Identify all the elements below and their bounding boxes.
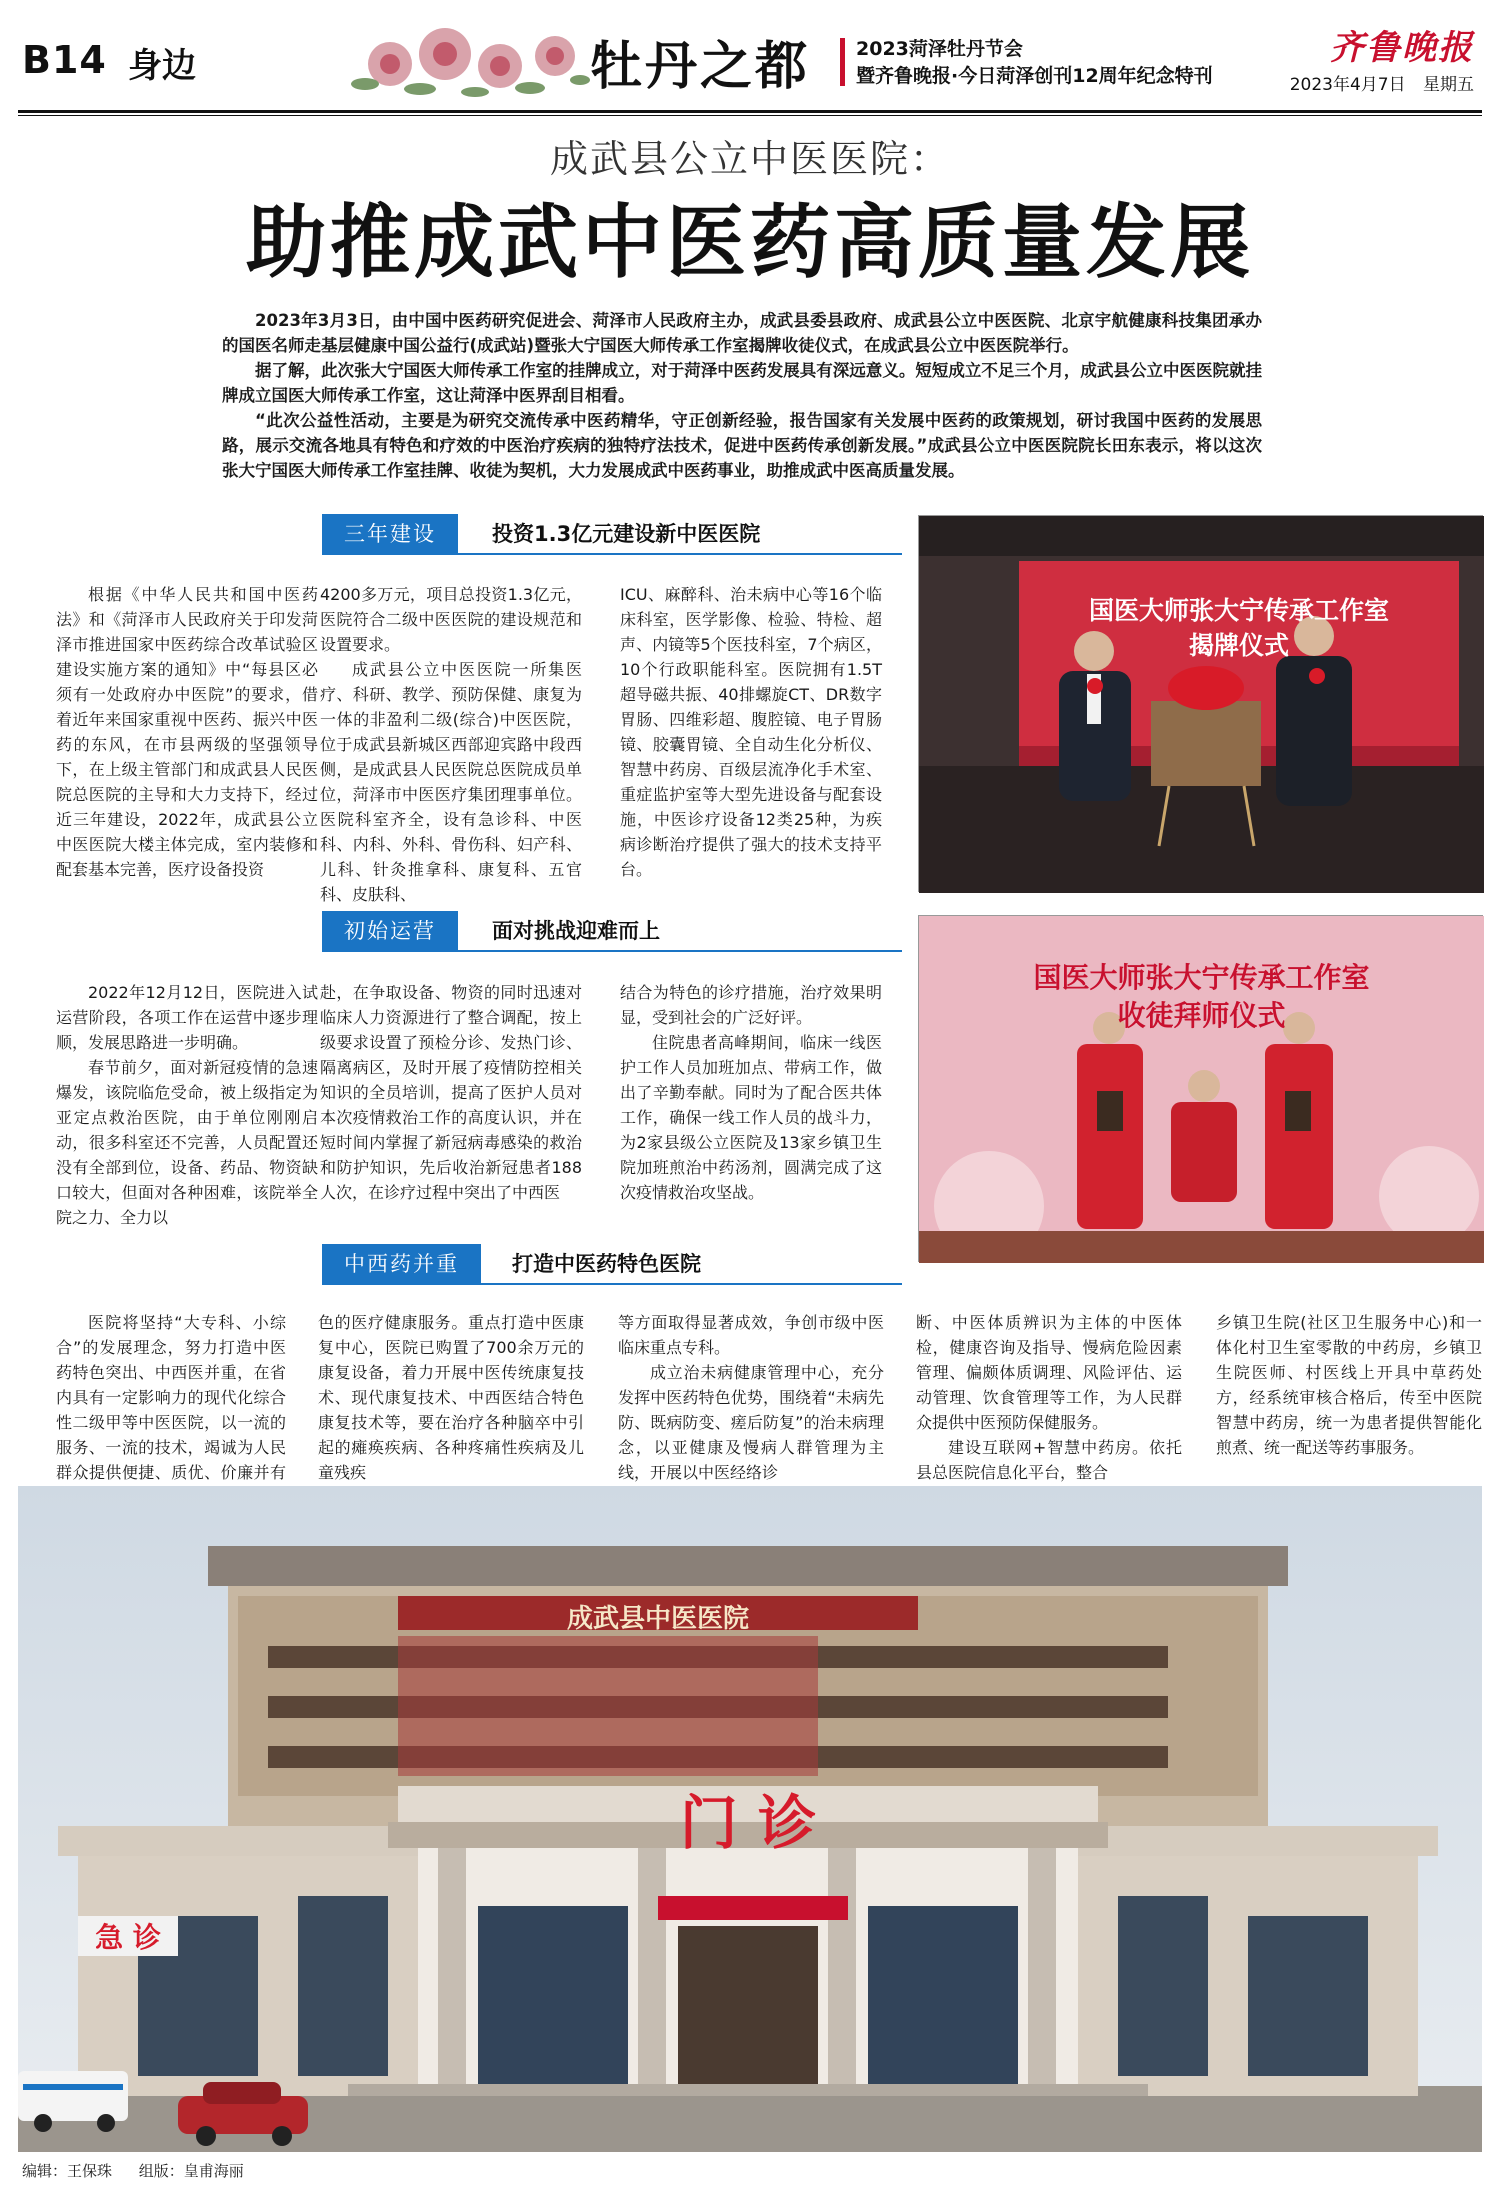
event-title bbox=[856, 36, 1213, 90]
section-tag: 初始运营 bbox=[322, 911, 458, 951]
paragraph: 色的医疗健康服务。重点打造中医康复中心，医院已购置了700余万元的康复设备，着力开展中医传统康复技术、现代康复技术、中西医结合特色康复技术等，要在治疗各种脑卒中引起的瘫痪疾病、各种疼痛性疾病及儿童残疾 bbox=[318, 1313, 584, 1482]
article-kicker: 成武县公立中医医院： bbox=[549, 137, 950, 181]
column bbox=[620, 980, 882, 1230]
paragraph: 赴，在争取设备、物资的同时迅速对临床人力资源进行了整合调配，按上级要求设置了预检分诊、发热门诊、隔离病区，及时开展了疫情防控相关知识的全员培训，提高了医护人员对本次疫情救治工作的高度认识，并在短时间内掌握了新冠病毒感染的救治和防护知识，先后收治新冠患者188人次，在诊疗过程中突出了中西医 bbox=[320, 983, 582, 1202]
column bbox=[318, 1310, 584, 1482]
section-head-operation bbox=[322, 911, 902, 951]
page-number: B14 bbox=[22, 38, 107, 82]
masthead-divider bbox=[840, 38, 845, 86]
paragraph: 成武县公立中医医院一所集医疗、科研、教学、预防保健、康复为一体的非盈利二级(综合)中医医院，位于成武县新城区西部迎宾路中段西侧，是成武县人民医院总医院成员单位，菏泽市中医医疗集团理事单位。医院科室齐全，设有急诊科、中医科、内科、外科、骨伤科、妇产科、儿科、针灸推拿科、康复科、五官科、皮肤科、 bbox=[320, 660, 582, 904]
unveiling-ceremony-photo bbox=[918, 515, 1483, 892]
intro-paragraph: 据了解，此次张大宁国医大师传承工作室的挂牌成立，对于菏泽中医药发展具有深远意义。短短成立不足三个月，成武县公立中医医院就挂牌成立国医大师传承工作室，这让菏泽中医界刮目相看。 bbox=[222, 361, 1262, 405]
section-name: 身边 bbox=[128, 46, 196, 86]
column bbox=[618, 1310, 884, 1482]
column bbox=[620, 582, 882, 892]
event-line-1: 2023菏泽牡丹节会 bbox=[856, 38, 1023, 60]
paragraph: 医院将坚持“大专科、小综合”的发展理念，努力打造中医药特色突出、中西医并重，在省内具有一定影响力的现代化综合性二级甲等中医医院，以一流的服务、一流的技术，竭诚为人民群众提供便捷、质优、价廉并有 bbox=[56, 1313, 286, 1482]
credits bbox=[22, 2160, 266, 2181]
peony-title: 牡丹之都 bbox=[590, 36, 811, 97]
intro-paragraph: 2023年3月3日，由中国中医药研究促进会、菏泽市人民政府主办，成武县委县政府、成武县公立中医医院、北京宇航健康科技集团承办的国医名师走基层健康中国公益行(成武站)暨张大宁国医大师传承工作室揭牌收徒仪式，在成武县公立中医医院举行。 bbox=[222, 311, 1262, 355]
hospital-sign: 成武县中医医院 bbox=[566, 1604, 749, 1634]
paragraph: 等方面取得显著成效，争创市级中医临床重点专科。 bbox=[618, 1313, 884, 1357]
outpatient-sign: 门 诊 bbox=[679, 1789, 817, 1857]
column bbox=[916, 1310, 1182, 1482]
paragraph: ICU、麻醉科、治未病中心等16个临床科室，医学影像、检验、特检、超声、内镜等5个医技科室，7个病区，10个行政职能科室。医院拥有1.5T超导磁共振、40排螺旋CT、DR数字胃肠、四维彩超、腹腔镜、电子胃肠镜、胶囊胃镜、全自动生化分析仪、智慧中药房、百级层流净化手术室、重症监护室等大型先进设备与配套设施，中医诊疗设备12类25种，为疾病诊断治疗提供了强大的技术支持平台。 bbox=[620, 585, 882, 879]
photo-illustration bbox=[919, 516, 1484, 893]
column bbox=[56, 980, 318, 1230]
section-head-integration bbox=[322, 1244, 902, 1284]
editor-credit: 编辑：王保珠 bbox=[22, 2162, 113, 2180]
column bbox=[320, 980, 582, 1230]
article-intro bbox=[222, 308, 1262, 483]
paragraph: 住院患者高峰期间，临床一线医护工作人员加班加点、带病工作，做出了辛勤奉献。同时为了配合医共体工作，确保一线工作人员的战斗力，为2家县级公立医院及13家乡镇卫生院加班煎治中药汤剂，圆满完成了这次疫情救治攻坚战。 bbox=[620, 1033, 882, 1202]
column bbox=[320, 582, 582, 904]
paragraph: 2022年12月12日，医院进入试运营阶段，各项工作在运营中逐步理顺，发展思路进一步明确。 bbox=[56, 983, 318, 1052]
masthead bbox=[0, 0, 1500, 118]
section-tag: 中西药并重 bbox=[322, 1244, 481, 1284]
masthead-rule bbox=[18, 110, 1482, 113]
hospital-building-photo bbox=[18, 1486, 1482, 2152]
issue-date bbox=[1290, 70, 1474, 95]
section-title: 打造中医药特色医院 bbox=[512, 1252, 701, 1276]
section-rule bbox=[322, 553, 902, 555]
emergency-sign: 急 诊 bbox=[95, 1921, 161, 1954]
column bbox=[56, 1310, 286, 1482]
peony-illustration bbox=[350, 14, 590, 106]
photo-banner-text: 国医大师张大宁传承工作室 bbox=[1033, 961, 1370, 994]
masthead-rule-thin bbox=[18, 115, 1482, 116]
column bbox=[56, 582, 318, 892]
section-head-construction bbox=[322, 514, 902, 554]
intro-paragraph: “此次公益性活动，主要是为研究交流传承中医药精华，守正创新经验，报告国家有关发展中医药的政策规划，研讨我国中医药的发展思路，展示交流各地具有特色和疗效的中医治疗疾病的独特疗法技术，促进中医药传承创新发展。”成武县公立中医医院院长田东表示，将以这次张大宁国医大师传承工作室挂牌、收徒为契机，大力发展成武中医药事业，助推成武中医高质量发展。 bbox=[222, 411, 1262, 480]
paragraph: 春节前夕，面对新冠疫情的急速爆发，该院临危受命，被上级指定为亚定点救治医院，由于单位刚刚启动，很多科室还不完善，人员配置还没有全部到位，设备、药品、物资缺口较大，但面对各种困难，该院举全院之力、全力以 bbox=[56, 1058, 318, 1227]
section-title: 面对挑战迎难而上 bbox=[492, 919, 660, 943]
section-tag: 三年建设 bbox=[322, 514, 458, 554]
section-rule bbox=[322, 1283, 902, 1285]
section-title: 投资1.3亿元建设新中医医院 bbox=[492, 522, 761, 546]
layout-credit: 组版：皇甫海丽 bbox=[138, 2162, 244, 2180]
paragraph: 成立治未病健康管理中心，充分发挥中医药特色优势，围绕着“未病先防、既病防变、瘥后防复”的治未病理念，以亚健康及慢病人群管理为主线，开展以中医经络诊 bbox=[618, 1363, 884, 1482]
date: 2023年4月7日 bbox=[1289, 75, 1406, 95]
photo-banner-text: 揭牌仪式 bbox=[1188, 631, 1289, 660]
paragraph: 乡镇卫生院(社区卫生服务中心)和一体化村卫生室零散的中药房，乡镇卫生院医师、村医线上开具中草药处方，经系统审核合格后，传至中医院智慧中药房，统一为患者提供智能化煎煮、统一配送等药事服务。 bbox=[1216, 1313, 1482, 1457]
paragraph: 根据《中华人民共和国中医药法》和《菏泽市人民政府关于印发菏泽市推进国家中医药综合改革试验区建设实施方案的通知》中“每县区必须有一处政府办中医院”的要求，借着近年来国家重视中医药、振兴中医药的东风，在市县两级的坚强领导下，在上级主管部门和成武县人民医院总医院的主导和大力支持下，经过近三年建设，2022年，成武县公立中医医院大楼主体完成，室内装修和配套基本完善，医疗设备投资 bbox=[56, 585, 318, 879]
paragraph: 断、中医体质辨识为主体的中医体检，健康咨询及指导、慢病危险因素管理、偏颇体质调理、风险评估、运动管理、饮食管理等工作，为人民群众提供中医预防保健服务。 bbox=[916, 1313, 1182, 1432]
paragraph: 4200多万元，项目总投资1.3亿元，医院符合二级中医医院的建设规范和设置要求。 bbox=[320, 585, 582, 654]
section-rule bbox=[322, 950, 902, 952]
photo-banner-text: 收徒拜师仪式 bbox=[1117, 999, 1286, 1032]
weekday: 星期五 bbox=[1423, 75, 1474, 95]
paragraph: 建设互联网+智慧中药房。依托县总医院信息化平台，整合 bbox=[916, 1438, 1182, 1482]
article-headline: 助推成武中医药高质量发展 bbox=[246, 195, 1254, 289]
column bbox=[1216, 1310, 1482, 1472]
paragraph: 结合为特色的诊疗措施，治疗效果明显，受到社会的广泛好评。 bbox=[620, 983, 882, 1027]
event-line-2: 暨齐鲁晚报·今日菏泽创刊12周年纪念特刊 bbox=[856, 65, 1213, 87]
photo-banner-text: 国医大师张大宁传承工作室 bbox=[1088, 596, 1389, 625]
newspaper-logo: 齐鲁晚报 bbox=[1330, 28, 1474, 68]
apprenticeship-ceremony-photo bbox=[918, 915, 1483, 1262]
